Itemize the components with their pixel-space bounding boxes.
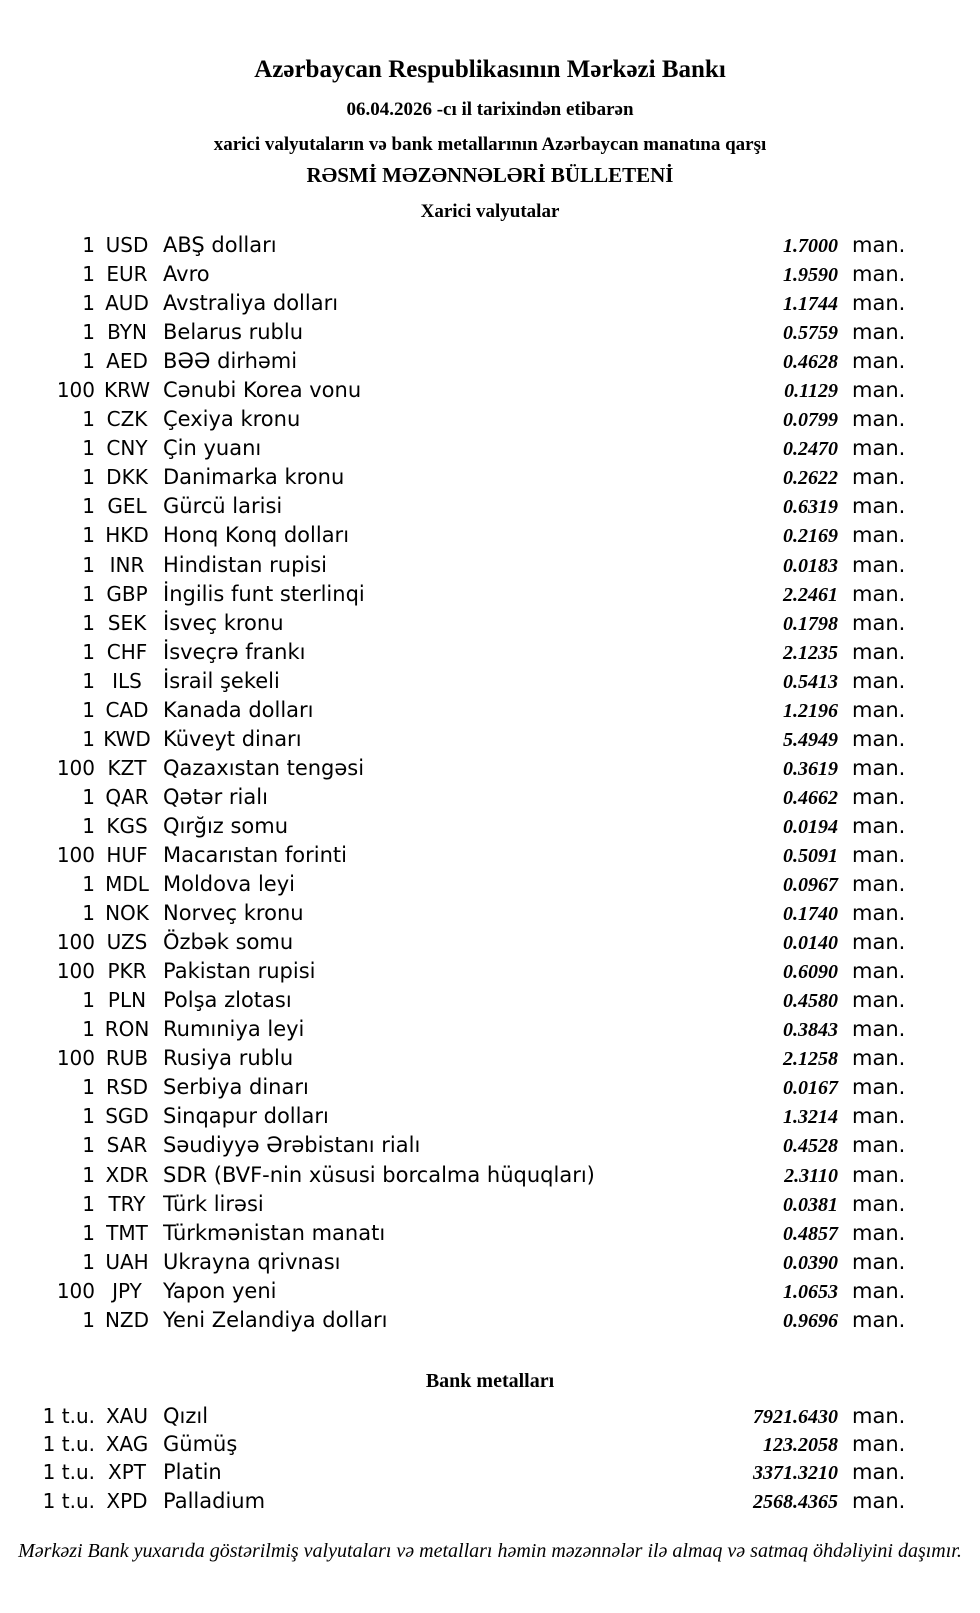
bank-title: Azərbaycan Respublikasının Mərkəzi Bankı [254, 56, 726, 83]
currency-code: XDR [105, 1162, 149, 1187]
quantity-value: 100 [56, 959, 95, 984]
unit-label: man. [852, 291, 906, 316]
currency-name: Qazaxıstan tengəsi [163, 755, 365, 780]
currency-name: Qırğız somu [163, 813, 289, 838]
currency-name: Danimarka kronu [163, 465, 345, 490]
unit-label: man. [852, 407, 906, 432]
currency-name: İsveç kronu [163, 610, 284, 635]
currency-name: BƏƏ dirhəmi [163, 349, 298, 374]
unit-label: man. [852, 233, 906, 257]
rate-row [0, 1219, 980, 1248]
currency-code: NZD [104, 1307, 150, 1332]
unit-label: man. [852, 755, 906, 780]
rate-row [0, 1248, 980, 1277]
currency-name: Serbiya dinarı [163, 1075, 309, 1100]
unit-label: man. [852, 1488, 906, 1513]
rate-value: 0.2622 [783, 467, 838, 490]
quantity-value: 100 [56, 1278, 95, 1303]
unit-label: man. [852, 1046, 906, 1071]
currency-code: MDL [105, 872, 149, 897]
currency-name: Sinqapur dolları [163, 1104, 329, 1129]
rate-row [0, 1402, 980, 1430]
rate-value: 7921.6430 [753, 1406, 838, 1428]
unit-label: man. [852, 959, 906, 984]
rate-value: 2.2461 [783, 583, 838, 606]
currency-name: Yapon yeni [163, 1278, 277, 1303]
quantity-value: 1 [82, 349, 95, 374]
quantity-value: 1 [82, 901, 95, 926]
foreign-currencies-section-heading: Xarici valyutalar [420, 201, 560, 222]
unit-label: man. [852, 465, 906, 490]
rate-row [0, 870, 980, 899]
rate-row [0, 812, 980, 841]
rate-value: 0.1740 [783, 903, 838, 926]
currency-name: Türk lirəsi [163, 1191, 264, 1216]
rate-value: 0.0194 [783, 815, 838, 838]
unit-label: man. [852, 813, 906, 838]
currency-name: ABŞ dolları [163, 233, 277, 257]
unit-label: man. [852, 697, 906, 722]
currency-code: RSD [106, 1075, 148, 1100]
currency-code: KGS [106, 813, 148, 838]
quantity-value: 1 [82, 523, 95, 548]
currency-code: KWD [103, 726, 151, 751]
unit-label: man. [852, 726, 906, 751]
quantity-value: 1 [82, 1162, 95, 1187]
rate-row [0, 696, 980, 725]
quantity-value: 1 t.u. [42, 1404, 95, 1428]
rate-row [0, 492, 980, 521]
currency-code: CZK [106, 407, 148, 432]
unit-label: man. [852, 494, 906, 519]
rate-value: 0.1129 [784, 380, 838, 403]
currency-code: DKK [106, 465, 148, 490]
currency-code: KRW [104, 378, 150, 403]
currency-name: Hindistan rupisi [163, 552, 328, 577]
rate-value: 0.5091 [783, 844, 838, 867]
rate-row [0, 1487, 980, 1515]
rate-row [0, 463, 980, 492]
currency-code: EUR [106, 262, 148, 287]
rate-value: 0.9696 [783, 1309, 838, 1332]
quantity-value: 1 t.u. [42, 1460, 95, 1485]
currency-code: GBP [106, 581, 148, 606]
unit-label: man. [852, 1220, 906, 1245]
currency-code: RON [104, 1017, 150, 1042]
rate-value: 0.0799 [783, 409, 838, 432]
rate-value: 0.0390 [783, 1251, 838, 1274]
quantity-value: 100 [56, 1046, 95, 1071]
unit-label: man. [852, 784, 906, 809]
rate-row [0, 1073, 980, 1102]
currency-name: İsveçrə frankı [163, 639, 306, 664]
currency-code: JPY [112, 1278, 142, 1303]
currency-code: XPD [106, 1488, 148, 1513]
quantity-value: 1 [82, 697, 95, 722]
quantity-value: 1 [82, 1307, 95, 1332]
currency-name: Palladium [163, 1488, 266, 1513]
rate-value: 0.3619 [783, 757, 838, 780]
rate-row [0, 783, 980, 812]
rate-row [0, 1277, 980, 1306]
unit-label: man. [852, 378, 906, 403]
currency-name: Polşa zlotası [163, 988, 292, 1013]
currency-code: XAU [105, 1404, 149, 1428]
rate-value: 1.3214 [783, 1106, 838, 1129]
quantity-value: 1 [82, 610, 95, 635]
currency-code: HUF [106, 842, 148, 867]
unit-label: man. [852, 320, 906, 345]
quantity-value: 1 [82, 262, 95, 287]
unit-label: man. [852, 262, 906, 287]
rate-value: 2.3110 [784, 1164, 838, 1187]
currency-name: Rusiya rublu [163, 1046, 294, 1071]
unit-label: man. [852, 668, 906, 693]
rate-value: 0.6319 [783, 496, 838, 519]
currency-name: Çin yuanı [163, 436, 262, 461]
currency-code: AUD [105, 291, 149, 316]
currency-name: Norveç kronu [163, 901, 304, 926]
currency-name: Kanada dolları [163, 697, 314, 722]
rate-value: 1.2196 [783, 699, 838, 722]
unit-label: man. [852, 1104, 906, 1129]
quantity-value: 1 [82, 465, 95, 490]
quantity-value: 1 [82, 872, 95, 897]
currency-code: BYN [107, 320, 147, 345]
rate-row [0, 347, 980, 376]
unit-label: man. [852, 901, 906, 926]
rate-row [0, 841, 980, 870]
rate-row [0, 521, 980, 550]
currency-name: Çexiya kronu [163, 407, 301, 432]
currency-name: SDR (BVF-nin xüsusi borcalma hüquqları) [163, 1162, 595, 1187]
rate-row [0, 289, 980, 318]
rate-row [0, 1306, 980, 1335]
rate-row [0, 405, 980, 434]
rate-value: 1.1744 [783, 293, 838, 316]
unit-label: man. [852, 842, 906, 867]
rate-value: 0.4857 [783, 1222, 838, 1245]
currency-code: PLN [107, 988, 147, 1013]
currency-code: GEL [107, 494, 147, 519]
quantity-value: 1 [82, 813, 95, 838]
bank-metals-section-heading: Bank metalları [425, 1370, 555, 1392]
currency-code: RUB [105, 1046, 149, 1071]
unit-label: man. [852, 581, 906, 606]
rate-row [0, 318, 980, 347]
unit-label: man. [852, 1017, 906, 1042]
quantity-value: 1 [82, 1249, 95, 1274]
unit-label: man. [852, 1191, 906, 1216]
currency-name: Qızıl [163, 1404, 209, 1428]
unit-label: man. [852, 1460, 906, 1485]
quantity-value: 1 [82, 581, 95, 606]
rate-row [0, 1015, 980, 1044]
quantity-value: 100 [56, 378, 95, 403]
rate-value: 0.0167 [783, 1077, 838, 1100]
quantity-value: 100 [56, 842, 95, 867]
currency-code: SGD [105, 1104, 149, 1129]
quantity-value: 1 t.u. [42, 1432, 95, 1457]
currency-name: Özbək somu [163, 930, 294, 955]
rate-row [0, 957, 980, 986]
quantity-value: 100 [56, 755, 95, 780]
rate-value: 0.4662 [783, 786, 838, 809]
currency-code: USD [105, 233, 149, 257]
rate-row [0, 1131, 980, 1160]
currency-name: Macarıstan forinti [163, 842, 347, 867]
rate-value: 0.5413 [783, 670, 838, 693]
rate-row [0, 1161, 980, 1190]
rate-row [0, 260, 980, 289]
currency-code: XPT [108, 1460, 146, 1485]
currency-code: QAR [105, 784, 149, 809]
currency-name: Küveyt dinarı [163, 726, 302, 751]
unit-label: man. [852, 610, 906, 635]
quantity-value: 1 [82, 668, 95, 693]
currency-name: Cənubi Korea vonu [163, 378, 362, 403]
quantity-value: 1 [82, 1133, 95, 1158]
quantity-value: 100 [56, 930, 95, 955]
unit-label: man. [852, 436, 906, 461]
rate-value: 123.2058 [763, 1434, 838, 1457]
bulletin-heading: RƏSMİ MƏZƏNNƏLƏRİ BÜLLETENİ [306, 163, 674, 187]
currency-code: SAR [106, 1133, 148, 1158]
currency-code: UZS [106, 930, 148, 955]
disclaimer-note: Mərkəzi Bank yuxarıda göstərilmiş valyutaları və metalları həmin məzənnələr ilə almaq və satmaq öhdəliyini daşımır. [18, 1540, 962, 1562]
rate-value: 0.0381 [783, 1193, 838, 1216]
currency-name: Avro [163, 262, 210, 287]
quantity-value: 1 [82, 1220, 95, 1245]
currency-name: Moldova leyi [163, 872, 295, 897]
rate-row [0, 986, 980, 1015]
rate-row [0, 1102, 980, 1131]
rate-row [0, 667, 980, 696]
currency-name: İngilis funt sterlinqi [163, 581, 365, 606]
unit-label: man. [852, 1162, 906, 1187]
currency-code: INR [109, 552, 145, 577]
rate-row [0, 609, 980, 638]
quantity-value: 1 [82, 988, 95, 1013]
bulletin-subtitle: xarici valyutaların və bank metallarının Azərbaycan manatına qarşı [213, 134, 767, 155]
rate-value: 5.4949 [783, 728, 838, 751]
currency-code: AED [106, 349, 148, 374]
rate-value: 0.4628 [783, 351, 838, 374]
rate-value: 0.4528 [783, 1135, 838, 1158]
metal-rates-table [0, 1402, 980, 1515]
currency-name: Rumıniya leyi [163, 1017, 305, 1042]
rate-value: 0.5759 [783, 322, 838, 345]
currency-code: HKD [105, 523, 149, 548]
rate-row [0, 638, 980, 667]
currency-name: Qətər rialı [163, 784, 268, 809]
currency-code: CNY [106, 436, 148, 461]
currency-name: Honq Konq dolları [163, 523, 350, 548]
rate-value: 0.2169 [783, 525, 838, 548]
rate-value: 2568.4365 [753, 1490, 838, 1513]
currency-code: XAG [105, 1432, 149, 1457]
quantity-value: 1 t.u. [42, 1488, 95, 1513]
rate-value: 2.1235 [783, 641, 838, 664]
quantity-value: 1 [82, 726, 95, 751]
rate-value: 0.2470 [783, 438, 838, 461]
unit-label: man. [852, 1133, 906, 1158]
unit-label: man. [852, 1249, 906, 1274]
rate-value: 0.0183 [783, 554, 838, 577]
currency-name: Avstraliya dolları [163, 291, 339, 316]
currency-rates-table [0, 231, 980, 1335]
unit-label: man. [852, 1404, 906, 1428]
rate-value: 0.0967 [783, 874, 838, 897]
unit-label: man. [852, 930, 906, 955]
rate-value: 0.0140 [783, 932, 838, 955]
rate-row [0, 376, 980, 405]
rate-row [0, 231, 980, 260]
unit-label: man. [852, 523, 906, 548]
unit-label: man. [852, 872, 906, 897]
rate-row [0, 899, 980, 928]
currency-name: Gürcü larisi [163, 494, 283, 519]
currency-name: Türkmənistan manatı [163, 1220, 386, 1245]
unit-label: man. [852, 1278, 906, 1303]
currency-name: Yeni Zelandiya dolları [163, 1307, 388, 1332]
unit-label: man. [852, 349, 906, 374]
rate-row [0, 754, 980, 783]
quantity-value: 1 [82, 233, 95, 257]
rate-row [0, 580, 980, 609]
quantity-value: 1 [82, 1075, 95, 1100]
rate-row [0, 1430, 980, 1458]
unit-label: man. [852, 639, 906, 664]
rate-value: 2.1258 [783, 1048, 838, 1071]
rate-value: 0.6090 [783, 961, 838, 984]
quantity-value: 1 [82, 784, 95, 809]
unit-label: man. [852, 1432, 906, 1457]
currency-name: İsrail şekeli [163, 668, 280, 693]
quantity-value: 1 [82, 291, 95, 316]
quantity-value: 1 [82, 407, 95, 432]
quantity-value: 1 [82, 552, 95, 577]
currency-name: Ukrayna qrivnası [163, 1249, 341, 1274]
unit-label: man. [852, 1075, 906, 1100]
rate-value: 0.3843 [783, 1019, 838, 1042]
rate-row [0, 725, 980, 754]
quantity-value: 1 [82, 494, 95, 519]
rate-row [0, 1190, 980, 1219]
rate-row [0, 928, 980, 957]
rate-row [0, 434, 980, 463]
rate-value: 0.4580 [783, 990, 838, 1013]
rate-value: 1.0653 [783, 1280, 838, 1303]
currency-code: TMT [106, 1220, 148, 1245]
currency-code: CAD [105, 697, 149, 722]
rate-value: 1.7000 [783, 235, 838, 257]
currency-name: Pakistan rupisi [163, 959, 316, 984]
quantity-value: 1 [82, 1104, 95, 1129]
currency-code: NOK [105, 901, 149, 926]
unit-label: man. [852, 1307, 906, 1332]
rate-value: 0.1798 [783, 612, 838, 635]
rate-row [0, 551, 980, 580]
quantity-value: 1 [82, 1191, 95, 1216]
currency-code: PKR [107, 959, 147, 984]
quantity-value: 1 [82, 1017, 95, 1042]
currency-name: Gümüş [163, 1432, 238, 1457]
currency-name: Platin [163, 1460, 222, 1485]
unit-label: man. [852, 988, 906, 1013]
currency-code: UAH [105, 1249, 149, 1274]
effective-date-line: 06.04.2026 -cı il tarixindən etibarən [346, 99, 634, 120]
currency-name: Belarus rublu [163, 320, 304, 345]
rate-row [0, 1458, 980, 1486]
currency-code: TRY [108, 1191, 146, 1216]
currency-code: KZT [107, 755, 147, 780]
rate-row [0, 1044, 980, 1073]
quantity-value: 1 [82, 436, 95, 461]
unit-label: man. [852, 552, 906, 577]
currency-code: SEK [107, 610, 147, 635]
currency-name: Səudiyyə Ərəbistanı rialı [163, 1133, 421, 1158]
currency-code: CHF [106, 639, 148, 664]
rate-value: 3371.3210 [753, 1462, 838, 1485]
rate-value: 1.9590 [783, 264, 838, 287]
quantity-value: 1 [82, 320, 95, 345]
currency-code: ILS [112, 668, 142, 693]
quantity-value: 1 [82, 639, 95, 664]
